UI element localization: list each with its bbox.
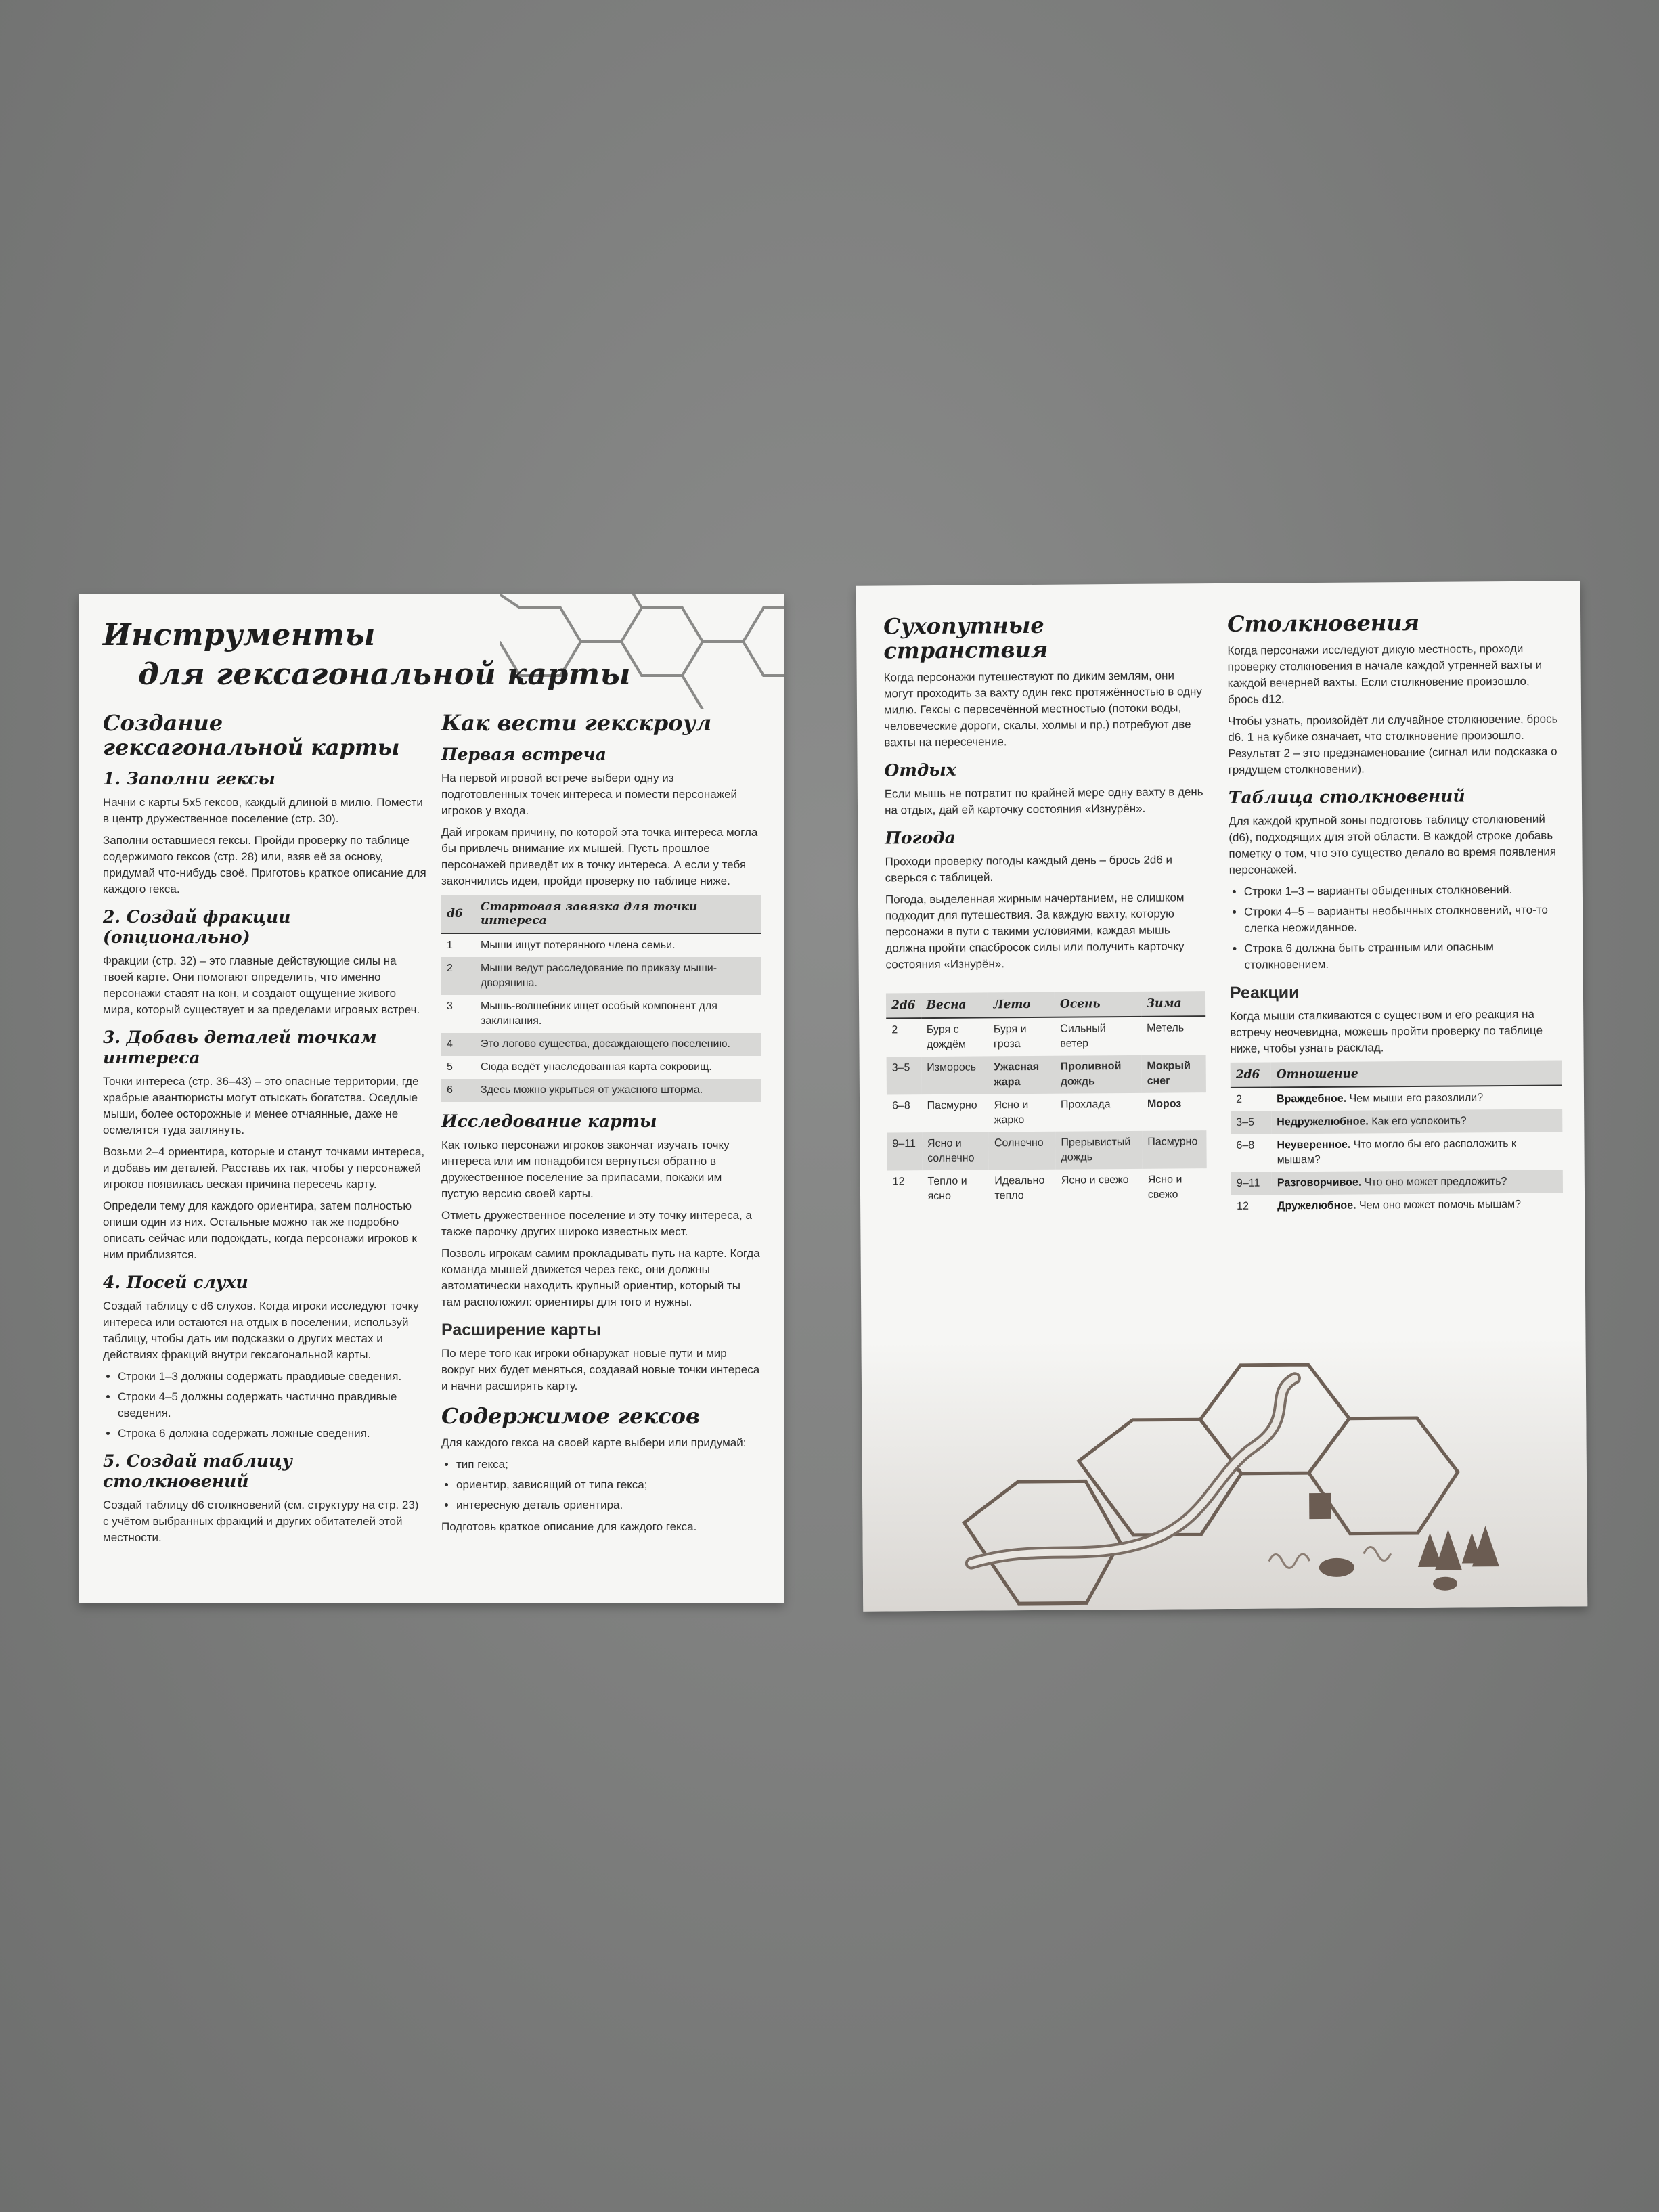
table-cell: Солнечно: [989, 1132, 1056, 1170]
weather-title: Погода: [885, 827, 956, 848]
table-cell: 9–11: [887, 1132, 922, 1170]
hex-map-illustration: [862, 1335, 1588, 1611]
step-3-text-2: Возьми 2–4 ориентира, которые и станут точками интереса, и добавь им деталей. Расставь их так, чтобы у персонажей игроков появилась веская причина пересечь карту.: [103, 1145, 425, 1191]
table-row: [886, 1016, 1205, 1057]
list-item: • Строка 6 должна быть странным или опасным столкновением.: [1244, 938, 1561, 973]
reaction-question: Как его успокоить?: [1371, 1115, 1467, 1128]
hex-contents-heading: Содержимое гексов: [441, 1403, 700, 1429]
reactions-table: [1231, 1060, 1564, 1218]
table-cell: Метель: [1147, 1022, 1185, 1034]
right-handout-sheet: [856, 581, 1588, 1611]
left-handout-sheet: [79, 594, 784, 1603]
hex-contents-text-2: Подготовь краткое описание для каждого гекса.: [441, 1520, 697, 1533]
table-cell: Буря и гроза: [993, 1023, 1027, 1050]
reaction-question: Чем мыши его разозлили?: [1349, 1092, 1484, 1105]
hook-table: [441, 895, 761, 1102]
table-cell: Мокрый снег: [1141, 1055, 1206, 1093]
table-cell: Прохлада: [1060, 1099, 1111, 1111]
table-header: 2d6: [1231, 1062, 1271, 1087]
row-number: 6: [441, 1079, 475, 1102]
list-item: • интересную деталь ориентира.: [456, 1497, 761, 1513]
row-number: 12: [1237, 1200, 1249, 1212]
table-cell: 3–5: [887, 1057, 922, 1094]
row-text: Мышь-волшебник ищет особый компонент для заклинания.: [481, 1000, 717, 1027]
first-session-text: На первой игровой встрече выбери одну из подготовленных точек интереса и помести персонажей игроков у входа.: [441, 772, 738, 817]
table-cell: 12: [892, 1176, 905, 1188]
explore-text: Как только персонажи игроков закончат изучать точку интереса или им понадобится вернуться обратно в дружественное поселение за припасами, покажи им пустую версию своей карты.: [441, 1138, 730, 1200]
expand-text: По мере того как игроки обнаружат новые пути и мир вокруг них будет меняться, создавай новые точки интереса и начни расширять карту.: [441, 1347, 760, 1392]
reaction-label: Неуверенное.: [1277, 1138, 1351, 1151]
weather-table: [886, 991, 1207, 1208]
row-text: Мыши ведут расследование по приказу мыши-дворянина.: [475, 957, 761, 995]
page-title: [103, 616, 631, 694]
explore-title: Исследование карты: [441, 1111, 657, 1131]
table-row: [887, 1055, 1206, 1094]
row-text: Сюда ведёт унаследованная карта сокровищ.: [481, 1061, 712, 1073]
table-cell: Тепло и ясно: [927, 1175, 967, 1203]
hex-contents-list: [441, 1457, 761, 1513]
row-text: [1272, 1193, 1563, 1218]
table-cell: Изморось: [921, 1056, 988, 1094]
table-cell: Пасмурно: [1142, 1130, 1207, 1169]
encounters-text: Когда персонажи исследуют дикую местность, проходи проверку столкновения в начале каждой утренней вахты и каждой вечерней вахты. Если столкновение произошло, брось d12.: [1227, 642, 1543, 706]
step-3-text: Точки интереса (стр. 36–43) – это опасные территории, где храбрые авантюристы могут отыскать богатства. Оседлые мыши, более осторожные и менее отчаянные, даже не осмелятся туда заглянуть.: [103, 1075, 419, 1136]
explore-text-3: Позволь игрокам самим прокладывать путь на карте. Когда команда мышей движется через гекс, они должны автоматически находить крупный ориентир, который ты там расположил: ориентиры для того и нужны.: [441, 1247, 760, 1308]
table-cell: Буря с дождём: [926, 1023, 967, 1051]
reactions-title: Реакции: [1229, 983, 1300, 1002]
row-text: Здесь можно укрыться от ужасного шторма.: [475, 1079, 761, 1102]
list-item: • Строки 4–5 – варианты необычных столкновений, что-то слегка неожиданное.: [1244, 902, 1561, 936]
table-row: [887, 1168, 1207, 1208]
table-row: [1231, 1193, 1563, 1218]
reaction-label: Дружелюбное.: [1277, 1199, 1356, 1212]
encounters-column: [1227, 610, 1563, 1228]
reaction-question: Что могло бы его расположить к мышам?: [1277, 1137, 1517, 1166]
creation-heading: [103, 711, 426, 759]
encounters-heading: Столкновения: [1226, 609, 1420, 637]
reaction-label: Недружелюбное.: [1277, 1115, 1369, 1128]
step-4-title: 4. Посей слухи: [103, 1273, 248, 1292]
rumours-list: [103, 1369, 426, 1442]
step-3-text-3: Определи тему для каждого ориентира, затем полностью опиши один из них. Остальные можно так же подробно описать сейчас или подождать, когда персонажи игроков к ним приблизятся.: [103, 1199, 417, 1261]
rest-text: Если мышь не потратит по крайней мере одну вахту в день на отдых, дай ей карточку состояния «Изнурён».: [884, 785, 1203, 817]
travel-text: Когда персонажи путешествуют по диким землям, они могут проходить за вахту один гекс протяжённостью в одну милю. Гексы с пересечённой местностью (потоки воды, человеческие дороги, скалы, холмы и пр.) потребуют две вахты на пересечение.: [883, 669, 1202, 749]
table-cell: Ясно и свежо: [1061, 1174, 1129, 1187]
row-number: 3: [447, 1000, 453, 1012]
table-row: [887, 1130, 1206, 1170]
weather-text-2: Погода, выделенная жирным начертанием, не слишком подходит для путешествия. За каждую вахту, которую персонажи в пути с такими условиями, каждая мышь должна пройти спасбросок силы или получить карточку состояния «Изнурён».: [885, 891, 1185, 971]
list-item: • Строка 6 должна содержать ложные сведения.: [118, 1425, 426, 1442]
table-cell: Ужасная жара: [988, 1056, 1055, 1094]
row-number: 2: [441, 957, 475, 995]
table-row: [1231, 1109, 1562, 1134]
creation-heading-line-2: гексагональной карты: [103, 734, 400, 760]
table-cell: Ясно и солнечно: [922, 1132, 989, 1170]
table-header: Осень: [1055, 992, 1141, 1017]
travel-heading: Сухопутные странствия: [883, 612, 1048, 664]
hexcrawl-heading: Как вести гекскроул: [441, 710, 712, 736]
row-number: 2: [1235, 1093, 1242, 1105]
table-cell: Мороз: [1147, 1098, 1182, 1110]
table-header: Отношение: [1271, 1060, 1562, 1087]
table-cell: Идеально тепло: [994, 1174, 1045, 1202]
row-number: 9–11: [1231, 1172, 1272, 1195]
table-header: Стартовая завязка для точки интереса: [475, 895, 761, 933]
table-header: d6: [441, 895, 475, 933]
hex-contents-text: Для каждого гекса на своей карте выбери или придумай:: [441, 1436, 747, 1449]
table-row: [441, 995, 761, 1033]
row-number: 4: [441, 1033, 475, 1056]
table-cell: Ясно и свежо: [1147, 1174, 1182, 1201]
step-1-text-2: Заполни оставшиеся гексы. Пройди проверку по таблице содержимого гексов (стр. 28) или, взяв её за основу, придумай что-нибудь своё. Приготовь краткое описание для каждого гекса.: [103, 834, 426, 895]
list-item: • Строки 1–3 – варианты обыденных столкновений.: [1244, 881, 1561, 900]
table-header: Весна: [921, 992, 988, 1018]
row-text: Это логово существа, досаждающего поселению.: [475, 1033, 761, 1056]
reaction-question: Чем оно может помочь мышам?: [1358, 1198, 1522, 1212]
first-session-text-2: Дай игрокам причину, по которой эта точка интереса могла бы привлечь внимание их мышей. Пусть прошлое персонажей приведёт их в точку интереса. А если у тебя закончились идеи, пройди проверку по таблице ниже.: [441, 826, 758, 887]
reaction-question: Что оно может предложить?: [1364, 1176, 1507, 1189]
step-4-text: Создай таблицу с d6 слухов. Когда игроки исследуют точку интереса или остаются на отдых в поселении, используй таблицу, чтобы дать им подсказки о других местах и действиях фракций внутри гексагональной карты.: [103, 1300, 419, 1361]
reaction-label: Враждебное.: [1276, 1092, 1347, 1105]
row-number: 1: [447, 939, 453, 951]
row-text: Мыши ищут потерянного члена семьи.: [481, 939, 676, 951]
encounter-list: [1229, 881, 1562, 973]
step-2-title: 2. Создай фракции (опционально): [103, 907, 291, 947]
table-row: [441, 933, 761, 957]
list-item: • ориентир, зависящий от типа гекса;: [456, 1477, 761, 1493]
table-header: Лето: [988, 992, 1055, 1018]
creation-column: [103, 711, 426, 1551]
table-cell: Прерывистый дождь: [1055, 1131, 1142, 1170]
row-text: [1271, 1109, 1562, 1134]
table-row: [1231, 1132, 1562, 1172]
row-number: 6–8: [1236, 1139, 1255, 1151]
row-text: [1271, 1085, 1562, 1111]
table-cell: Ясно и жарко: [994, 1099, 1029, 1126]
step-5-text: Создай таблицу d6 столкновений (см. структуру на стр. 23) с учётом выбранных фракций и других обитателей этой местности.: [103, 1499, 419, 1544]
reactions-text: Когда мыши сталкиваются с существом и его реакция на встречу неочевидна, можешь пройти проверку по таблице ниже, чтобы узнать расклад.: [1230, 1007, 1543, 1055]
table-cell: Проливной дождь: [1055, 1055, 1142, 1094]
table-row: [441, 1033, 761, 1056]
table-cell: 2: [891, 1024, 898, 1036]
step-2-text: Фракции (стр. 32) – это главные действующие силы на твоей карте. Они помогают определить, что именно персонажи ставят на кон, и создают ощущение живого мира, который существует и за пределами игровых встреч.: [103, 954, 420, 1016]
step-1-title: 1. Заполни гексы: [103, 769, 275, 789]
list-item: • Строки 4–5 должны содержать частично правдивые сведения.: [118, 1389, 426, 1421]
list-item: • тип гекса;: [456, 1457, 761, 1473]
reaction-label: Разговорчивое.: [1277, 1176, 1362, 1189]
encounters-text-2: Чтобы узнать, произойдёт ли случайное столкновение, брось d6. 1 на кубике означает, что столкновение произошло. Результат 2 – это предзнаменование (сигнал или подсказка о грядущем столкновении).: [1228, 712, 1558, 776]
table-header: Зима: [1141, 991, 1205, 1017]
hexcrawl-column: [441, 711, 761, 1541]
title-line-2: для гексагональной карты: [138, 657, 631, 692]
row-text: [1272, 1170, 1563, 1195]
row-number: 5: [447, 1061, 453, 1073]
weather-text: Проходи проверку погоды каждый день – брось 2d6 и сверься с таблицей.: [885, 853, 1173, 885]
table-row: [1231, 1085, 1562, 1111]
title-line-1: Инструменты: [103, 618, 376, 652]
list-item: • Строки 1–3 должны содержать правдивые сведения.: [118, 1369, 426, 1385]
expand-title: Расширение карты: [441, 1321, 601, 1340]
table-row: [887, 1092, 1206, 1132]
first-session-title: Первая встреча: [441, 745, 606, 764]
row-text: [1271, 1132, 1562, 1172]
table-row: [441, 1079, 761, 1102]
explore-text-2: Отметь дружественное поселение и эту точку интереса, а также парочку других широко известных мест.: [441, 1209, 752, 1238]
rest-title: Отдых: [884, 759, 956, 780]
step-1-text: Начни с карты 5х5 гексов, каждый длиной в милю. Помести в центр дружественное поселение (стр. 30).: [103, 796, 423, 825]
step-5-title: 5. Создай таблицу столкновений: [103, 1451, 293, 1491]
table-cell: 6–8: [892, 1100, 910, 1112]
table-header: 2d6: [886, 993, 921, 1018]
creation-heading-line-1: Создание: [103, 710, 223, 736]
table-row: [441, 1056, 761, 1079]
table-cell: Пасмурно: [927, 1099, 977, 1112]
table-row: [1231, 1170, 1563, 1195]
row-number: 3–5: [1231, 1111, 1271, 1134]
step-3-title: 3. Добавь деталей точкам интереса: [103, 1027, 377, 1067]
table-row: [441, 957, 761, 995]
travel-column: [883, 612, 1207, 1218]
encounter-table-title: Таблица столкновений: [1228, 786, 1465, 808]
table-cell: Сильный ветер: [1060, 1023, 1106, 1050]
encounter-table-text: Для каждой крупной зоны подготовь таблицу столкновений (d6), подходящих для этой области. В каждой строке добавь пометку о том, что это существо делало во время появления персонажей.: [1229, 812, 1557, 877]
